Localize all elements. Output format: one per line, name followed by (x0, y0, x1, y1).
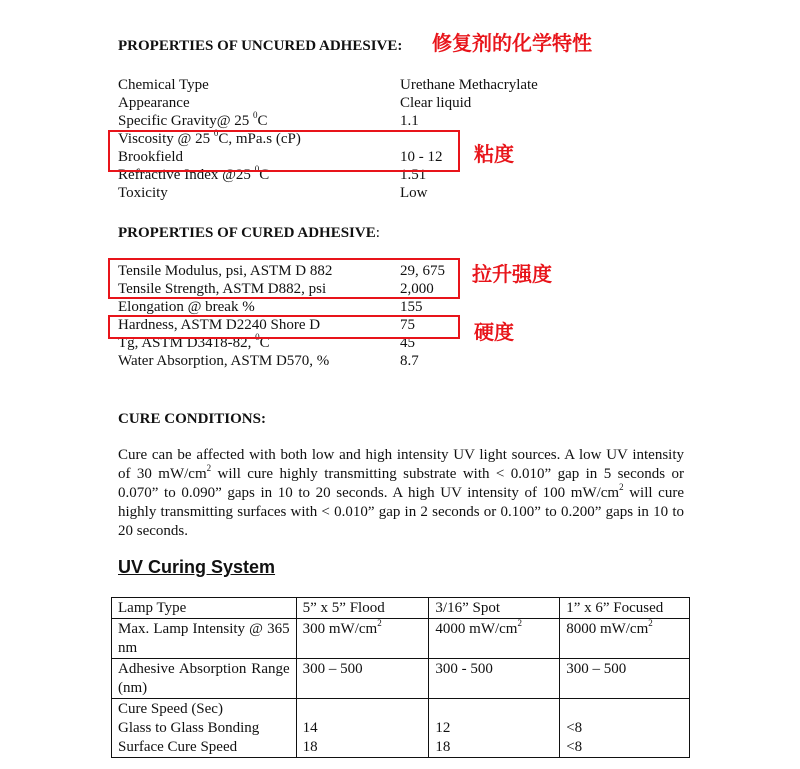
uv-curing-table (111, 597, 690, 758)
surface-cure-value: 18 (435, 739, 451, 755)
uncured-label: Toxicity (118, 185, 168, 201)
table-cell: 8000 $mW/cm^2$ (560, 619, 690, 659)
table-row (112, 598, 690, 619)
uncured-label: Chemical Type (118, 77, 209, 93)
uncured-label: Brookfield (118, 149, 183, 165)
table-header-cell: Lamp Type (112, 598, 297, 619)
table-cell (560, 699, 690, 758)
uncured-value: 1.51 (400, 167, 427, 183)
cured-label: Tensile Modulus, psi, ASTM D 882 (118, 263, 333, 279)
surface-cure-label: Surface Cure Speed (118, 739, 238, 755)
table-header-cell: 3/16” Spot (429, 598, 560, 619)
uncured-title: PROPERTIES OF UNCURED ADHESIVE: (118, 38, 403, 54)
cured-value: 8.7 (400, 353, 419, 369)
table-header-cell: 5” x 5” Flood (296, 598, 429, 619)
table-cell (296, 699, 429, 758)
cured-label: Tg, ASTM D3418-82, $^0$C (118, 332, 270, 351)
cured-label: Hardness, ASTM D2240 Shore D (118, 317, 321, 333)
tensile-note: 拉升强度 (472, 262, 552, 286)
cured-label: Water Absorption, ASTM D570, % (118, 353, 330, 369)
cured-value: 155 (400, 299, 423, 315)
hardness-highlight-box (108, 315, 460, 339)
table-cell: 300 $mW/cm^2$ (296, 619, 429, 659)
table-cell: Max. Lamp Intensity @ 365 nm (112, 619, 297, 659)
cured-value: 75 (400, 317, 415, 333)
table-row (112, 699, 690, 758)
table-cell: 300 - 500 (429, 659, 560, 699)
table-cell (112, 699, 297, 758)
cure-conditions-title: CURE CONDITIONS: (118, 411, 266, 427)
chemical-properties-note: 修复剂的化学特性 (432, 31, 592, 55)
cure-speed-label: Cure Speed (Sec) (118, 701, 223, 717)
uncured-label: Viscosity @ 25 $^0$C, mPa.s (cP) (118, 128, 301, 147)
hardness-note: 硬度 (474, 320, 514, 344)
cured-value: 2,000 (400, 281, 434, 297)
glass-bonding-value: <8 (566, 720, 583, 736)
cure-conditions-paragraph: Cure can be affected with both low and high intensity UV light sources. A low UV intensity of 30 $mW/cm^2$ will cure highly transmitting substrate with < 0.010” gap in 5 seconds or 0.070” to 0.090” gaps in 10 to 20 seconds. A high UV intensity of 100 $mW/cm^2$ will cure highly transmitting surfaces with < 0.010” gap in 2 seconds or 0.100” to 0.200” gaps in 10 to 20 seconds. (118, 447, 684, 539)
table-cell: 4000 $mW/cm^2$ (429, 619, 560, 659)
surface-cure-value: <8 (566, 739, 583, 755)
table-row (112, 659, 690, 699)
uncured-value: Clear liquid (400, 95, 472, 111)
tensile-highlight-box (108, 258, 460, 299)
uv-curing-system-title: UV Curing System (118, 557, 276, 577)
cured-label: Elongation @ break % (118, 299, 255, 315)
table-cell: 300 – 500 (296, 659, 429, 699)
glass-bonding-label: Glass to Glass Bonding (118, 720, 260, 736)
glass-bonding-value: 12 (435, 720, 451, 736)
glass-bonding-value: 14 (302, 720, 318, 736)
viscosity-note: 粘度 (474, 142, 514, 166)
uncured-value: Urethane Methacrylate (400, 77, 538, 93)
viscosity-highlight-box (108, 130, 460, 172)
uncured-value: 1.1 (400, 113, 419, 129)
uncured-label: Specific Gravity@ 25 $^0$C (118, 110, 268, 129)
table-cell (429, 699, 560, 758)
surface-cure-value: 18 (302, 739, 318, 755)
cured-label: Tensile Strength, ASTM D882, psi (118, 281, 327, 297)
uncured-label: Appearance (118, 95, 190, 111)
cured-title: PROPERTIES OF CURED ADHESIVE: (118, 225, 380, 241)
uncured-label: Refractive Index @25 $^0$C (118, 164, 270, 183)
uncured-value: 10 - 12 (400, 149, 443, 165)
cured-value: 45 (400, 335, 415, 351)
table-row (112, 619, 690, 659)
cured-value: 29, 675 (400, 263, 445, 279)
uncured-value: Low (400, 185, 428, 201)
table-cell: 300 – 500 (560, 659, 690, 699)
table-header-cell: 1” x 6” Focused (560, 598, 690, 619)
table-cell: Adhesive Absorption Range (nm) (112, 659, 297, 699)
